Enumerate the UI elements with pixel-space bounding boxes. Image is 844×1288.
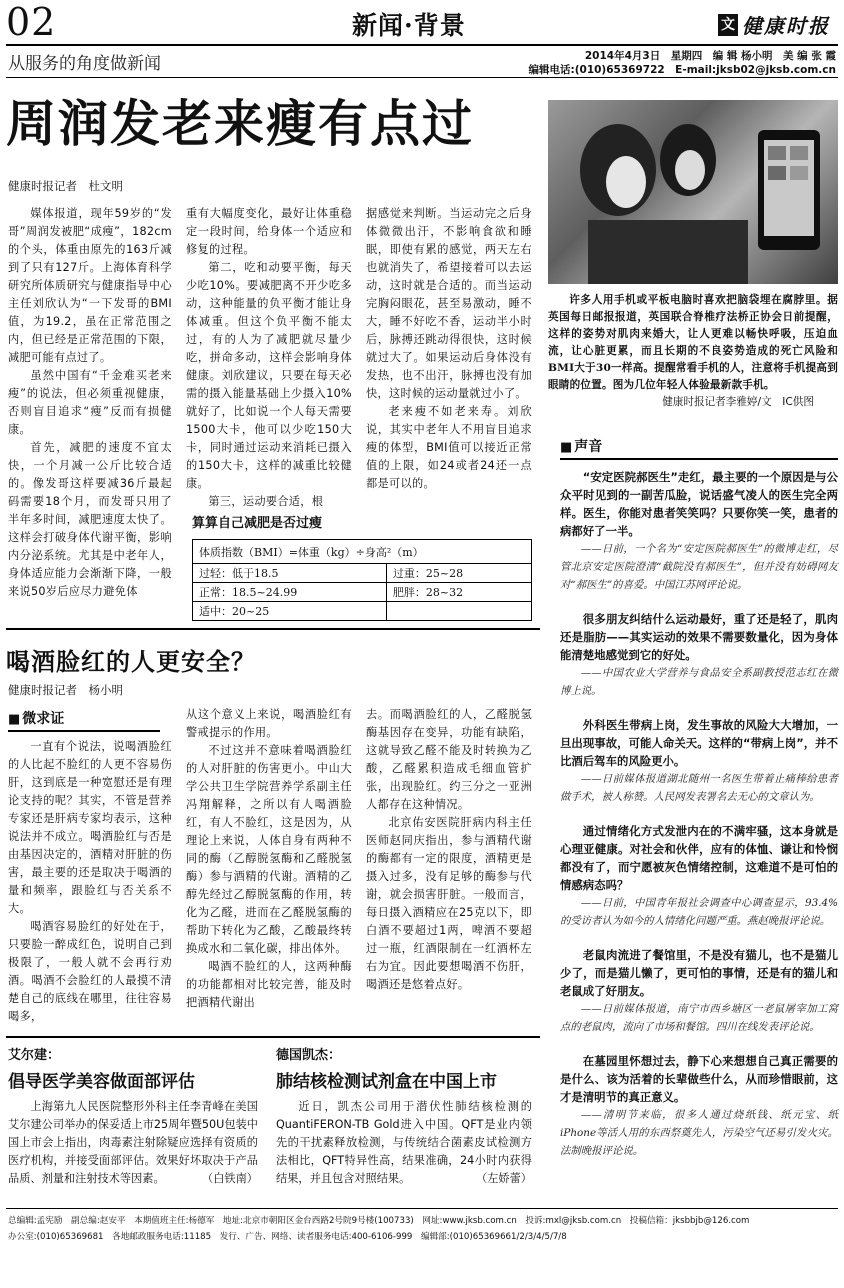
footer-rule [6,1208,838,1209]
voice-source: ——日前媒体报道湖北随州一名医生带着止痛棒给患者做手术，被人称赞。人民网发表署名去无心的文章认为。 [560,773,838,803]
paragraph: 媒体报道，现年59岁的“发哥”周润发被肥“成瘦”，182cm的个头，体重由原先的163斤减到了只有127斤。上海体育科学研究所体质研究与健康指导中心主任刘欣认为“一下发哥的BMI值，为19.2，虽在正常范围之内，但已经是正常范围的下限，减肥可能有点过了。 [8,207,172,364]
second-byline: 健康时报记者 杨小明 [8,683,123,697]
header-rule-2 [6,77,838,78]
paragraph: 一直有个说法，说喝酒脸红的人比起不脸红的人更不容易伤肝，这到底是一种宽慰还是有理论支持的呢？其实，不管是营养专家还是肝病专家均表示，这种说法并不成立。喝酒脸红与否是由基因决定的，酒精对肝脏的伤害，最主要的还是取决于喝酒的量和频率，跟脸红与否关系不大。 [8,740,172,915]
paragraph: 北京佑安医院肝病内科主任医师赵同庆指出，参与酒精代谢的酶都有一定的限度，酒精更是摄入过多，没有足够的酶参与代谢，就会损害肝脏。一般而言，每日摄入酒精应在25克以下，即白酒不要超过1两，啤酒不要超过一瓶，红酒限制在一红酒杯左右为宜。因此要想喝酒不伤肝，喝酒还是悠着点好。 [366,816,532,991]
bmi-cell: 适中：20~25 [193,602,387,621]
bmi-table [192,539,532,621]
paragraph: 虽然中国有“千金难买老来瘦”的说法，但必须重视健康，否则盲目追求“瘦”反而有损健康。 [8,369,172,436]
brief-headline: 肺结核检测试剂盒在中国上市 [276,1072,497,1092]
logo-mark-icon: 文 [718,14,738,36]
voice-column [560,436,838,1160]
voice-source: ——日前，一个名为“安定医院郝医生”的微博走红，尽管北京安定医院澄清“截院没有郝医生”，但并没有妨碍网友对“郝医生”的喜爱。中国江苏网评论说。 [560,543,838,591]
second-column-2 [186,706,352,1012]
voice-quote: 通过情绪化方式发泄内在的不满牢骚，这本身就是心理亚健康。对社会和伙伴，应有的体恤、谦让和怜悯都没有了，而宁愿被灰色情绪控制，这难道不是可怕的情感病态吗？ [560,824,838,892]
tagline: 从服务的角度做新闻 [8,54,161,74]
bmi-cell: 过轻：低于18.5 [193,564,387,583]
bmi-cell: 肥胖：28~32 [386,583,531,602]
voice-source: ——中国农业大学营养与食品安全系副教授范志红在微博上说。 [560,667,838,697]
section-divider [6,628,540,630]
paragraph: 喝酒容易脸红的好处在于，只要脸一醉成红色，说明自己到极限了，一般人就不会再行劝酒。喝酒不会脸红的人最摸不清楚自己的底线在哪里，往往容易喝多， [8,920,172,1023]
header-rule [6,44,838,46]
section-divider [6,1036,540,1038]
voice-item [560,822,838,930]
voice-quote: 在墓园里怀想过去，静下心来想想自己真正需要的是什么、该为活着的长辈做些什么，从而珍惜眼前，这才是清明节的真正意义。 [560,1054,838,1104]
paragraph: 老来瘦不如老来寿。刘欣说，其实中老年人不用盲目追求瘦的体型，BMI值可以接近正常值的上限，如24或者24还一点都是可以的。 [366,405,532,490]
footer-line-1: 总编辑:孟宪励 副总编:赵安平 本期值班主任:杨德军 地址:北京市朝阳区金台西路2号院9号楼(100733) 网址:www.jksb.com.cn 投诉:mxl@jksb.com.cn 投稿信箱：jksbbjb@126.com [8,1216,750,1226]
brief-credit: （白铁南） [202,1172,258,1185]
page-number: 02 [6,0,57,44]
paragraph: 不过这并不意味着喝酒脸红的人对肝脏的伤害更小。中山大学公共卫生学院营养学系副主任冯翔解释，之所以有人喝酒脸红，有人不脸红，这是因为，从理论上来说，人体自身有两种不同的酶（乙醇脱氢酶和乙醛脱氢酶）参与酒精的代谢。酒精的乙醇先经过乙醇脱氢酶的作用，转化为乙醛，进而在乙醛脱氢酶的帮助下转化为乙酸，乙酸最终转换成水和二氧化碳，排出体外。 [186,744,352,955]
voice-quote: 老鼠肉流进了餐馆里，不是没有猫儿，也不是猫儿少了，而是猫儿懒了，更可怕的事情，还是有的猫儿和老鼠成了好朋友。 [560,948,838,998]
paragraph: 据感觉来判断。当运动完之后身体微微出汗，不影响食欲和睡眠，即使有累的感觉，两天左右也就消失了，希望接着可以去运动，这时就是合适的。而当运动完胸闷眼花，甚至易激动，睡不大，睡不好吃不香，运动半小时后，脉搏还跳动得很快，这时候就过大了。如果运动后身体没有发热，也不出汗，脉搏也没有加快，这时候的运动量就过小了。 [366,207,532,400]
voice-quote: 外科医生带病上岗，发生事故的风险大大增加，一旦出现事故，可能人命关天。这样的“带病上岗”，并不比酒后驾车的风险更小。 [560,718,838,768]
bmi-box-title: 算算自己减肥是否过瘦 [192,516,323,531]
second-section-heading: ■ 微求证 [8,708,160,732]
brief-body [8,1098,258,1188]
paragraph: 首先，减肥的速度不宜太快，一个月减一公斤比较合适的。像发哥这样要减36斤最起码需要18个月，而发哥只用了半年多时间，减肥速度太快了。这样会打破身体代谢平衡，影响内分泌系统。尤其是中老年人，身体适应能力会渐渐下降，一般来说50岁后应尽力避免体 [8,441,172,598]
news-photo [548,100,838,284]
footer-line-2: 办公室:(010)65369681 各地邮政服务电话:11185 发行、广告、网络、读者服务电话:400-6106-999 编辑部:(010)65369661/2/3/4/5/7/8 [8,1232,567,1242]
newspaper-logo [718,10,830,39]
brief-body [276,1098,532,1188]
voice-source: ——清明节来临，很多人通过烧纸钱、纸元宝、纸iPhone等活人用的东西祭奠先人，污染空气还易引发火灾。法制晚报评论说。 [560,1109,838,1157]
bmi-cell [386,602,531,621]
paragraph: 去。而喝酒脸红的人，乙醛脱氢酶基因存在变异，功能有缺陷，这就导致乙醛不能及时转换为乙酸，乙醛累积造成毛细血管扩张，出现脸红。约三分之一亚洲人都存在这种情况。 [366,708,532,811]
brief-qiagen [276,1044,532,1188]
brief-body-text: 上海第九人民医院整形外科主任李青峰在美国艾尔建公司举办的保妥适上市25周年暨50U包装中国上市会上指出，肉毒素注射除疑应选择有资质的医疗机构，并接受面部评估。效果好坏取决于产品品质、剂量和注射技术等因素。 [8,1100,258,1185]
logo-name: 健康时报 [742,14,830,38]
voice-quote: “安定医院郝医生”走红，最主要的一个原因是与公众平时见到的一副苦瓜脸，说话盛气凌人的医生完全两样。医生，你能对患者笑笑吗？只要你笑一笑，患者的病都好了一半。 [560,470,838,538]
photo-people-icon [548,100,838,284]
section-title: 新闻·背景 [352,11,466,40]
paragraph: 喝酒不脸红的人，这两种酶的功能都相对比较完善，能及时把酒精代谢出 [186,960,352,1009]
brief-kicker: 艾尔建： [8,1048,61,1063]
lead-column-3 [366,205,532,493]
issue-meta: 2014年4月3日 星期四 编 辑 杨小明 美 编 张 霞 [584,50,836,62]
voice-quote: 很多朋友纠结什么运动最好，重了还是轻了，肌肉还是脂肪——其实运动的效果不需要数量化，因为身体能清楚地感觉到它的好处。 [560,612,838,662]
lead-column-1 [8,205,172,601]
bmi-formula: 体质指数（BMI）=体重（kg）÷身高²（m） [193,540,532,564]
brief-allergan [8,1044,258,1188]
voice-source: ——日前，中国青年报社会调查中心调查显示，93.4%的受访者认为如今的人情绪化问题严重。燕赵晚报评论说。 [560,897,838,927]
issue-contact: 编辑电话:(010)65369722 E-mail:jksb02@jksb.com.cn [528,64,836,76]
photo-caption [548,292,838,411]
second-column-1 [8,738,172,1026]
bmi-cell: 过重：25~28 [386,564,531,583]
voice-section-heading: ■ 声音 [560,436,838,460]
paragraph: 第二，吃和动要平衡，每天少吃10%。要减肥离不开少吃多动，这种能量的负平衡才能让身体减重。但这个负平衡不能太过，有的人为了减肥就尽量少吃，拼命多动，这样会影响身体健康。刘欣建议，只要在每天必需的摄入能量基础上少摄入10%就好了，比如说一个人每天需要1500大卡，他可以少吃150大卡，同时通过运动来消耗已摄入的150大卡，这样的减重比较健康。 [186,261,352,490]
paragraph: 从这个意义上来说，喝酒脸红有警戒提示的作用。 [186,708,352,739]
voice-item [560,716,838,806]
lead-headline: 周润发老来瘦有点过 [6,94,474,153]
bmi-box [186,512,532,621]
lead-byline: 健康时报记者 杜文明 [8,179,123,193]
voice-item [560,1052,838,1160]
brief-credit: （左娇蕾） [476,1172,532,1185]
voice-item [560,946,838,1036]
lead-column-2 [186,205,352,511]
voice-item [560,468,838,594]
caption-credit: 健康时报记者李雅婷/文 IC供图 [662,396,814,408]
bmi-cell: 正常：18.5~24.99 [193,583,387,602]
second-column-3 [366,706,532,994]
caption-text: 许多人用手机或平板电脑时喜欢把脑袋埋在腐脖里。据英国每日邮报报道，英国联合脊椎疗法桥正协会日前提醒，这样的姿势对肌肉来婚大，让人更难以畅快呼吸，压迫血流，让心脏更累，而且长期的不良姿势造成的死亡风险和BMI大于30一样高。提醒常看手机的人，注意将手机提高到眼睛的位置。图为几位年轻人体验最新款手机。 [548,294,838,391]
paragraph: 第三，运动要合适，根 [208,495,324,508]
paragraph: 重有大幅度变化，最好让体重稳定一段时间，给身体一个适应和修复的过程。 [186,207,352,256]
brief-body-text: 近日，凯杰公司用于潜伏性肺结核检测的QuantiFERON-TB Gold进入中国。QFT是业内领先的干扰素释放检测，与传统结合菌素皮试检测方法相比，QFT特异性高，结果准确，24小时内获得结果，并且包含对照结果。 [276,1100,532,1185]
voice-item [560,610,838,700]
second-headline: 喝酒脸红的人更安全？ [6,647,256,676]
brief-headline: 倡导医学美容做面部评估 [8,1072,195,1092]
brief-kicker: 德国凯杰： [276,1048,342,1063]
voice-source: ——日前媒体报道，南宁市西乡塘区一老鼠屠宰加工窝点的老鼠肉，流向了市场和餐馆。四川在线发表评论说。 [560,1003,838,1033]
